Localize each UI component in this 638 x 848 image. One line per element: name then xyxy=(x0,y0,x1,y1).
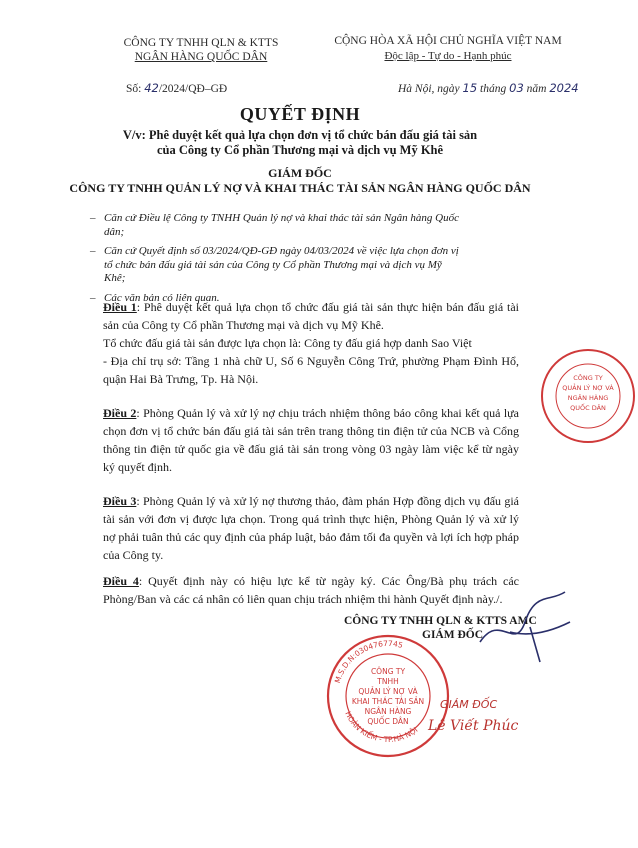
date-month: 03 xyxy=(509,81,524,95)
authority-heading xyxy=(0,166,600,196)
subject-line2: của Công ty Cổ phần Thương mại và dịch vụ Mỹ Khê xyxy=(156,143,444,157)
seal-signer-position: GIÁM ĐỐC xyxy=(440,698,498,711)
article-label: Điều 3 xyxy=(103,494,137,508)
seal-center-line: QUỐC DÂN xyxy=(367,717,409,726)
article-3 xyxy=(103,492,519,564)
docno-prefix: Số: xyxy=(126,83,145,95)
article-label: Điều 2 xyxy=(103,406,137,420)
document-subject xyxy=(60,128,540,158)
article-text: : Phòng Quản lý và xử lý nợ thương thảo, đàm phán Hợp đồng dịch vụ đấu giá tài sản với đơn vị được lựa chọn. Trong quá trình thực hiện, Phòng Quản lý và xử lý nợ phải tuân thủ các quy định của pháp luật, bảo đảm tối đa quyền và lợi ích hợp pháp của Công ty. xyxy=(103,494,520,562)
article-label: Điều 4 xyxy=(103,574,139,588)
seal-center-line: NGÂN HÀNG xyxy=(364,707,412,716)
date-year: 2024 xyxy=(549,81,579,95)
margin-seal-line: NGÂN HÀNG xyxy=(567,394,609,402)
date-month-label: tháng xyxy=(477,83,510,95)
docno-suffix: /2024/QĐ–GĐ xyxy=(158,83,228,95)
legal-basis-item: – Căn cứ Quyết định số 03/2024/QĐ-GĐ ngày 04/03/2024 về việc lựa chọn đơn vị tổ chức bán đấu giá tài sản của Công ty Cổ phần Thương mại và dịch vụ Mỹ Khê; xyxy=(90,245,459,284)
national-motto: Độc lập - Tự do - Hạnh phúc xyxy=(384,50,512,62)
signature-position: GIÁM ĐỐC xyxy=(422,629,484,641)
date-year-label: năm xyxy=(523,83,550,95)
legal-bases-list xyxy=(90,212,464,311)
legal-basis-text: Căn cứ Quyết định số 03/2024/QĐ-GĐ ngày 04/03/2024 về việc lựa chọn đơn vị tổ chức bán đấu giá tài sản của Công ty Cổ phần Thương mại và dịch vụ Mỹ Khê; xyxy=(104,245,459,284)
margin-seal-line: CÔNG TY xyxy=(573,374,603,382)
national-title: CỘNG HÒA XÃ HỘI CHỦ NGHĨA VIỆT NAM xyxy=(334,35,562,47)
article-extra-line: - Địa chỉ trụ sở: Tầng 1 nhà chữ U, Số 6 Nguyễn Công Trứ, phường Phạm Đình Hổ, quận Hai Bà Trưng, Tp. Hà Nội. xyxy=(103,354,519,386)
document-title: QUYẾT ĐỊNH xyxy=(239,104,361,124)
seal-ring-bottom: HOÀN KIẾM - TP.HÀ NỘI xyxy=(343,709,420,745)
authority-line2: CÔNG TY TNHH QUẢN LÝ NỢ VÀ KHAI THÁC TÀI SẢN NGÂN HÀNG QUỐC DÂN xyxy=(69,181,531,195)
date-place: Hà Nội, ngày xyxy=(398,83,463,95)
legal-basis-item: – Căn cứ Điều lệ Công ty TNHH Quản lý nợ và khai thác tài sản Ngân hàng Quốc dân; xyxy=(90,212,459,238)
date-day: 15 xyxy=(462,81,478,95)
company-seal xyxy=(324,632,452,760)
article-4 xyxy=(103,572,519,608)
article-text: : Quyết định này có hiệu lực kể từ ngày ký. Các Ông/Bà phụ trách các Phòng/Ban và các cá nhân có liên quan chịu trách nhiệm thi hành Quyết định này./. xyxy=(103,574,519,606)
seal-center-line: CÔNG TY xyxy=(370,667,406,676)
article-extra-line: Tổ chức đấu giá tài sản được lựa chọn là: Công ty đấu giá hợp danh Sao Việt xyxy=(103,336,472,350)
article-text: : Phê duyệt kết quả lựa chọn tổ chức đấu giá tài sản thực hiện bán đấu giá tài sản của Công ty Cổ phần Thương mại và dịch vụ Mỹ Khê. xyxy=(103,300,520,332)
legal-basis-item: – Các văn bản có liên quan. xyxy=(90,291,220,304)
margin-seal-line: QUỐC DÂN xyxy=(570,404,606,412)
docno-handwritten: 42 xyxy=(144,81,159,95)
seal-center-line: KHAI THÁC TÀI SẢN xyxy=(351,697,425,706)
issuer-name-line1: CÔNG TY TNHH QLN & KTTS xyxy=(123,37,279,49)
margin-seal xyxy=(538,346,638,446)
authority-line1: GIÁM ĐỐC xyxy=(268,166,332,180)
signature-company: CÔNG TY TNHH QLN & KTTS AMC xyxy=(344,615,537,627)
article-2 xyxy=(103,404,519,476)
date-line xyxy=(398,81,579,95)
handwritten-signature xyxy=(470,582,580,672)
article-label: Điều 1 xyxy=(103,300,137,314)
legal-basis-text: Căn cứ Điều lệ Công ty TNHH Quản lý nợ và khai thác tài sản Ngân hàng Quốc dân; xyxy=(104,212,459,238)
national-header xyxy=(318,34,578,64)
margin-seal-line: QUẢN LÝ NỢ VÀ xyxy=(562,384,614,392)
article-1 xyxy=(103,298,519,388)
issuer-name-line2: NGÂN HÀNG QUỐC DÂN xyxy=(134,51,268,63)
article-text: : Phòng Quản lý và xử lý nợ chịu trách nhiệm thông báo công khai kết quả lựa chọn đơn vị tổ chức bán đấu giá tài sản trên trang thông tin điện tử của NCB và Cổng thông tin điện tử quốc gia về đấu giá tài sản trong vòng 03 ngày làm việc kể từ ngày ký quyết định. xyxy=(103,406,519,474)
seal-center-line: TNHH xyxy=(377,677,399,686)
issuer-header xyxy=(96,36,306,64)
signer-name: Lê Viết Phúc xyxy=(428,718,519,734)
seal-ring-top: M.S.D.N:0304767745 xyxy=(332,638,404,685)
document-number xyxy=(126,81,227,95)
subject-line1: V/v: Phê duyệt kết quả lựa chọn đơn vị tổ chức bán đấu giá tài sản xyxy=(122,128,478,142)
seal-center-line: QUẢN LÝ NỢ VÀ xyxy=(358,687,418,696)
legal-basis-text: Các văn bản có liên quan. xyxy=(104,291,220,304)
